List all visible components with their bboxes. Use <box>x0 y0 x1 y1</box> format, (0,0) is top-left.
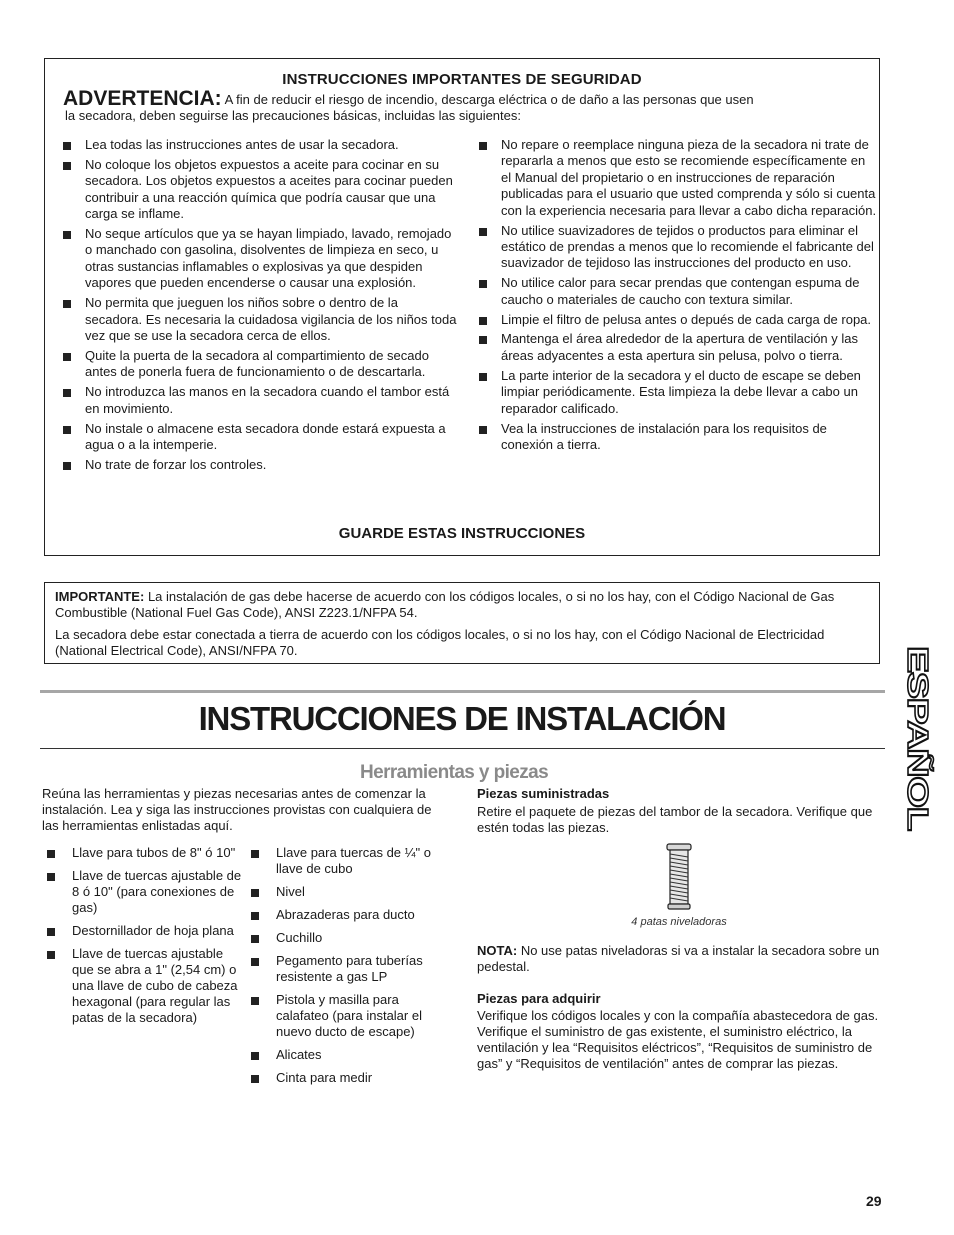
title-rule-top <box>40 690 885 693</box>
list-item: No utilice calor para secar prendas que contengan espuma de caucho o materiales de caucho con textura similar. <box>479 275 877 308</box>
list-item: No trate de forzar los controles. <box>63 457 458 473</box>
leveling-leg-icon <box>659 842 699 912</box>
section-title-tools: Herramientas y piezas <box>360 762 549 783</box>
list-item: No utilice suavizadores de tejidos o productos para eliminar el estático de prendas a menos que lo recomiende el fabricante del suavizador de tejidoso las instrucciones del producto en uso. <box>479 223 877 272</box>
list-item: No coloque los objetos expuestos a aceite para cocinar en su secadora. Los objetos expuestos a aceites para cocinar pueden contribuir a una reacción química que podría causar que una carga se inflame. <box>63 157 458 223</box>
important-gas <box>55 589 869 620</box>
important-text-1: La instalación de gas debe hacerse de acuerdo con los códigos locales, o si no los hay, con el Código Nacional de Gas Combustible (National Fuel Gas Code), ANSI Z223.1/NFPA 54. <box>55 589 835 620</box>
acquire-parts-text: Verifique los códigos locales y con la compañía abastecedora de gas. Verifique el suministro de gas existente, el suministro eléctrico, la ventilación y lea “Requisitos eléctricos”, “Requisitos de suministro de gas” y “Requisitos de ventilación” antes de comprar las piezas. <box>477 1008 879 1071</box>
list-item: Pegamento para tuberías resistente a gas LP <box>251 953 451 985</box>
note-paragraph <box>477 943 882 975</box>
list-item: Limpie el filtro de pelusa antes o depués de cada carga de ropa. <box>479 312 877 328</box>
safety-right-column <box>479 137 877 457</box>
warning-paragraph <box>63 87 863 124</box>
important-box <box>44 582 880 664</box>
list-item: Abrazaderas para ducto <box>251 907 451 923</box>
safety-left-list <box>63 137 458 473</box>
list-item: La parte interior de la secadora y el ducto de escape se deben limpiar periódicamente. Esta limpieza la debe llevar a cabo un reparador calificado. <box>479 368 877 417</box>
save-instructions: GUARDE ESTAS INSTRUCCIONES <box>338 525 586 542</box>
list-item: Destornillador de hoja plana <box>47 923 242 939</box>
supplied-parts-text: Retire el paquete de piezas del tambor de la secadora. Verifique que estén todas las piezas. <box>477 804 873 835</box>
page-title: INSTRUCCIONES DE INSTALACIÓN <box>198 700 726 737</box>
list-item: Llave para tubos de 8" ó 10" <box>47 845 242 861</box>
safety-right-list <box>479 137 877 453</box>
list-item: Pistola y masilla para calafateo (para instalar el nuevo ducto de escape) <box>251 992 451 1040</box>
language-side-tab <box>901 640 933 840</box>
tools-list-a-column <box>47 845 242 1033</box>
tools-list-b-column <box>251 845 451 1093</box>
list-item: Cuchillo <box>251 930 451 946</box>
list-item: Mantenga el área alrededor de la apertura de ventilación y las áreas adyacentes a esta apertura sin pelusa, polvo o tierra. <box>479 331 877 364</box>
list-item: Llave de tuercas ajustable de 8 ó 10" (para conexiones de gas) <box>47 868 242 916</box>
list-item: No repare o reemplace ninguna pieza de la secadora ni trate de repararla a menos que esto se recomiende específicamente en el Manual del propietario o en instrucciones de reparación publicadas para el usuario que usted comprenda y sólo si cuenta con la experiencia necesaria para llevar a cabo dicha reparación. <box>479 137 877 219</box>
important-label: IMPORTANTE: <box>55 589 145 604</box>
supplied-parts-heading: Piezas suministradas <box>477 786 610 801</box>
page-number: 29 <box>866 1193 882 1209</box>
list-item: Llave de tuercas ajustable que se abra a 1" (2,54 cm) o una llave de cubo de cabeza hexagonal (para regular las patas de la secadora) <box>47 946 242 1026</box>
important-electric: La secadora debe estar conectada a tierra de acuerdo con los códigos locales, o si no los hay, con el Código Nacional de Electricidad (National Electrical Code), ANSI/NFPA 70. <box>55 627 825 658</box>
list-item: Alicates <box>251 1047 451 1063</box>
list-item: No introduzca las manos en la secadora cuando el tambor está en movimiento. <box>63 384 458 417</box>
list-item: Lea todas las instrucciones antes de usar la secadora. <box>63 137 458 153</box>
leveling-legs-caption: 4 patas niveladoras <box>631 916 727 928</box>
list-item: Cinta para medir <box>251 1070 451 1086</box>
warning-text-2: la secadora, deben seguirse las precauciones básicas, incluidas las siguientes: <box>65 108 521 123</box>
parts-column <box>477 786 882 1071</box>
note-text: No use patas niveladoras si va a instalar la secadora sobre un pedestal. <box>477 943 880 974</box>
title-rule-bottom <box>40 748 885 749</box>
warning-text-1: A fin de reducir el riesgo de incendio, descarga eléctrica o de daño a las personas que usen <box>224 92 754 107</box>
acquire-parts-heading: Piezas para adquirir <box>477 991 601 1006</box>
list-item: Quite la puerta de la secadora al compartimiento de secado antes de ponerla fuera de funcionamiento o de descartarla. <box>63 348 458 381</box>
list-item: Vea la instrucciones de instalación para los requisitos de conexión a tierra. <box>479 421 877 454</box>
list-item: Llave para tuercas de ¼" o llave de cubo <box>251 845 451 877</box>
warning-label: ADVERTENCIA: <box>63 87 222 110</box>
list-item: No instale o almacene esta secadora donde estará expuesta a agua o a la intemperie. <box>63 421 458 454</box>
safety-left-column <box>63 137 458 477</box>
tools-intro: Reúna las herramientas y piezas necesarias antes de comenzar la instalación. Lea y siga las instrucciones provistas con cualquiera de las herramientas enlistadas aquí. <box>42 786 432 833</box>
safety-instructions-box <box>44 58 880 556</box>
side-tab-label: ESPAÑOL <box>901 646 933 778</box>
list-item: No permita que jueguen los niños sobre o dentro de la secadora. Es necesaria la cuidadosa vigilancia de los niños toda vez que se use la secadora cerca de ellos. <box>63 295 458 344</box>
tools-list-b <box>251 845 451 1086</box>
safety-title: INSTRUCCIONES IMPORTANTES DE SEGURIDAD <box>282 71 642 88</box>
list-item: No seque artículos que ya se hayan limpiado, lavado, remojado o manchado con gasolina, disolventes de limpieza en seco, u otras sustancias inflamables o explosivas ya que despiden vapores que pueden encenderse o causar una explosión. <box>63 226 458 292</box>
tools-list-a <box>47 845 242 1026</box>
list-item: Nivel <box>251 884 451 900</box>
note-label: NOTA: <box>477 943 518 958</box>
